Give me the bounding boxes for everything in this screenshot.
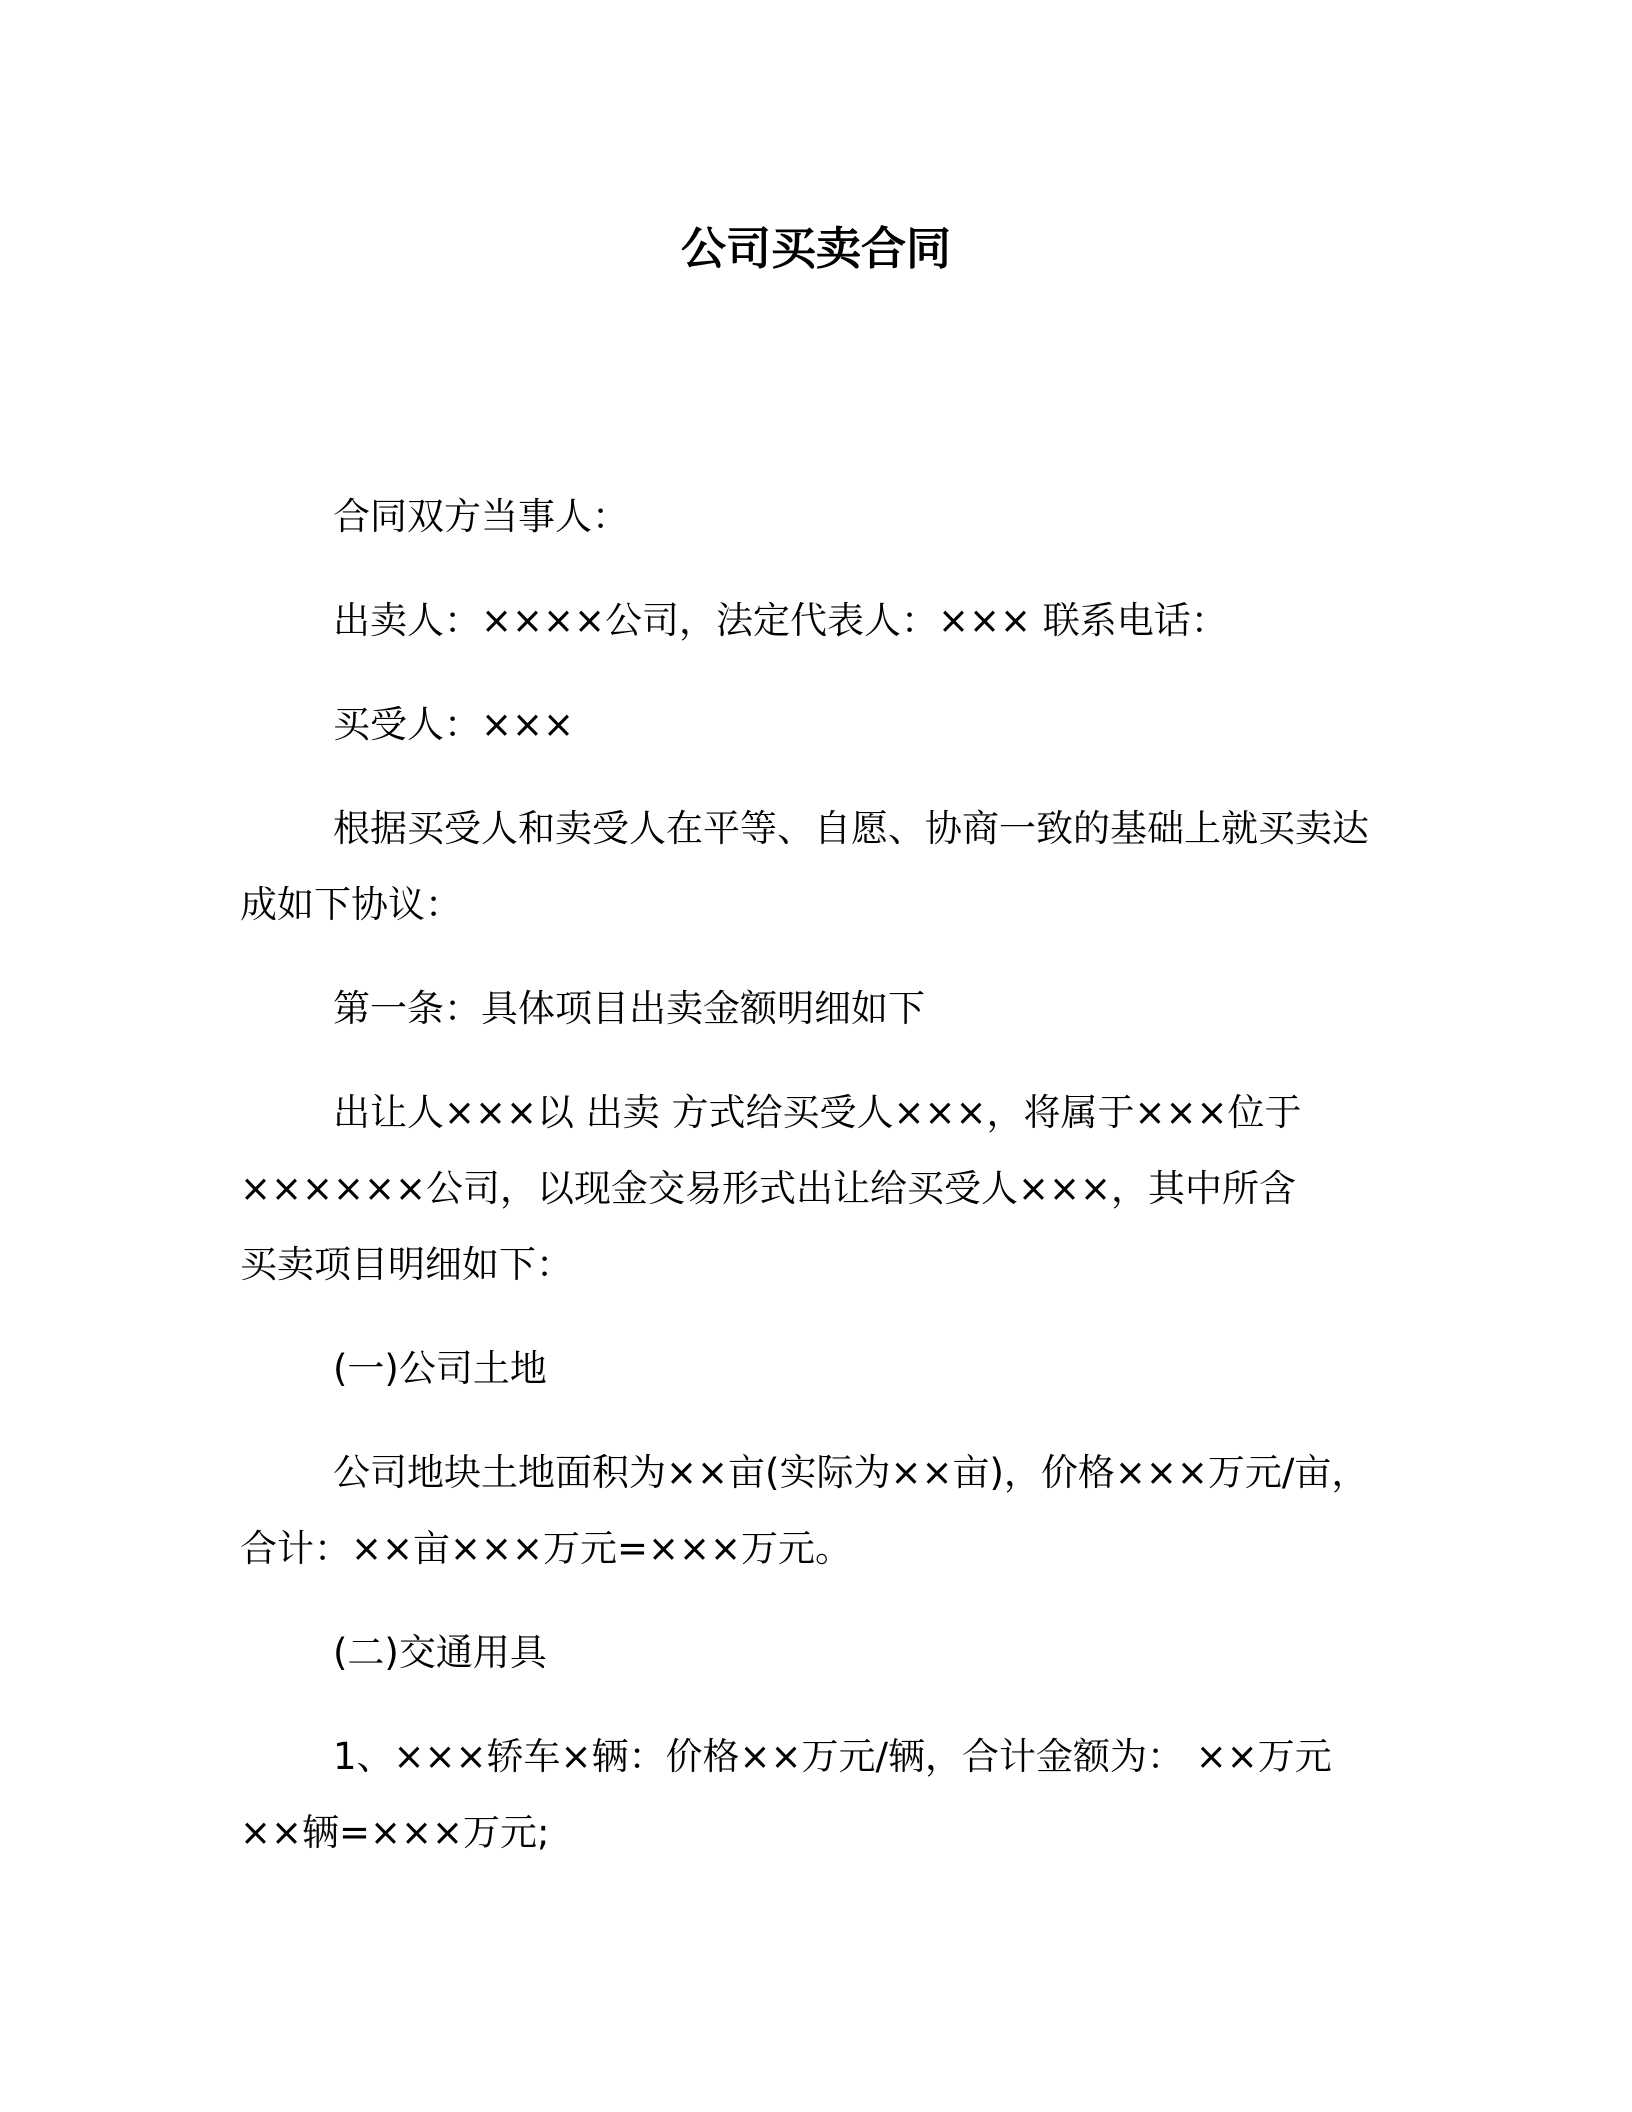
paragraph-line: ××××××公司，以现金交易形式出让给买受人×××，其中所含 [240,1167,1297,1210]
paragraph-line: 根据买受人和卖受人在平等、自愿、协商一致的基础上就买卖达 [333,807,1369,850]
paragraph-line: 出让人×××以 出卖 方式给买受人×××，将属于×××位于 [333,1091,1302,1134]
vehicle-item-1 [240,1719,1440,1871]
buyer-info [240,687,1440,763]
paragraph-line: ××辆=×××万元; [240,1811,550,1854]
seller-info [240,583,1440,659]
paragraph-line: 成如下协议： [240,883,462,926]
document-title: 公司买卖合同 [680,222,951,275]
paragraph-line: 合计：××亩×××万元=×××万元。 [240,1527,853,1570]
paragraph-line: 买受人：××× [333,703,575,746]
paragraph-line: 出卖人：××××公司，法定代表人：××× 联系电话： [333,599,1228,642]
paragraph-line: 第一条：具体项目出卖金额明细如下 [333,987,925,1030]
paragraph-line: 买卖项目明细如下： [240,1243,573,1286]
land-details [240,1435,1440,1587]
parties-heading [240,479,1440,555]
paragraph-line: (二)交通用具 [333,1631,547,1674]
paragraph-line: 1、×××轿车×辆：价格××万元/辆，合计金额为： ××万元 [333,1735,1332,1778]
agreement-preamble [240,791,1440,943]
paragraph-line: 合同双方当事人： [333,495,629,538]
document-body [240,479,1440,1871]
section-land-heading [240,1331,1440,1407]
article-one-heading [240,971,1440,1047]
transfer-description [240,1075,1440,1303]
section-vehicles-heading [240,1615,1440,1691]
paragraph-line: (一)公司土地 [333,1347,547,1390]
paragraph-line: 公司地块土地面积为××亩(实际为××亩)，价格×××万元/亩， [333,1451,1369,1494]
